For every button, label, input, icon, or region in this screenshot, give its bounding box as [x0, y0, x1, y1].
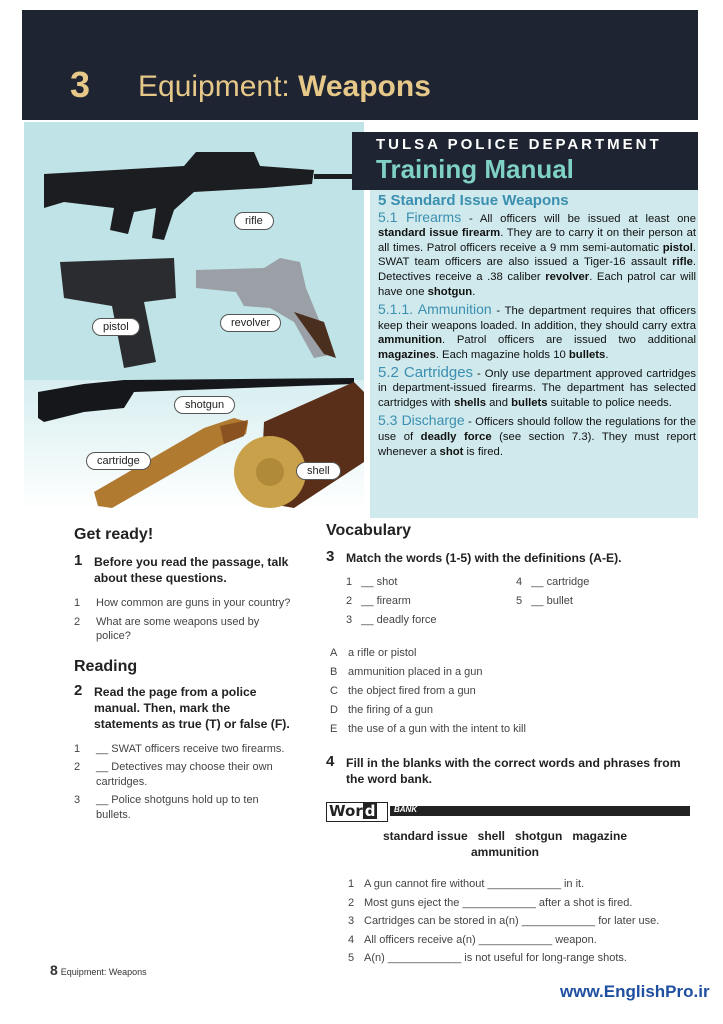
vocab-word: [346, 576, 397, 588]
fill-item: [344, 931, 694, 950]
item-number: 1: [74, 597, 81, 609]
weapons-photo-panel: [24, 122, 364, 510]
revolver-label: revolver: [220, 314, 281, 332]
footer-section: Equipment: Weapons: [60, 967, 147, 977]
manual-title: Training Manual: [376, 154, 574, 184]
term-shot: shot: [439, 445, 464, 458]
task-1-text: Before you read the passage, talk about these questions.: [94, 555, 289, 585]
rifle-label: rifle: [234, 212, 274, 230]
chapter-title: [138, 70, 431, 104]
chapter-title-bold: Weapons: [298, 70, 431, 103]
term-rifle: rifle: [672, 256, 693, 269]
vocab-word-list: [326, 576, 696, 636]
logo-text-inverted: d: [364, 802, 376, 820]
definition-item: [326, 682, 696, 701]
term-ammunition: ammunition: [378, 334, 443, 347]
item-number: 3: [74, 794, 81, 806]
word-bank-line: ammunition: [471, 845, 539, 859]
item-text: __ firearm: [361, 595, 411, 607]
item-number: 2: [348, 896, 355, 909]
text-run: (see section 7.3). They must report whenever a: [378, 430, 696, 458]
item-text: A(n) ____________ is not useful for long-range shots.: [364, 952, 627, 964]
manual-section-5-2: [378, 363, 697, 411]
text-run: - Officers should follow the regulations for the use of: [378, 416, 696, 443]
item-number: 5: [348, 952, 355, 964]
manual-department: TULSA POLICE DEPARTMENT: [376, 136, 662, 153]
item-number: 4: [348, 933, 355, 946]
logo-text: Wor: [329, 802, 363, 820]
text-run: - Only use department approved cartridges in department-issued firearms. The department has selected cartridges with: [378, 367, 697, 409]
item-text: __ Detectives may choose their own cartridges.: [96, 761, 273, 788]
text-run: suitable to police needs.: [547, 396, 672, 409]
chapter-number: 3: [70, 64, 91, 105]
item-text: __ SWAT officers receive two firearms.: [96, 742, 285, 755]
page-footer: [50, 962, 147, 978]
chapter-header: [22, 10, 698, 120]
item-number: 2: [346, 595, 353, 607]
item-text: What are some weapons used by police?: [96, 615, 260, 642]
item-text: All officers receive a(n) ____________ weapon.: [364, 933, 597, 946]
vocab-word: [516, 576, 589, 588]
list-item: [74, 793, 294, 822]
definition-item: [326, 720, 696, 739]
item-text: Most guns eject the ____________ after a shot is fired.: [364, 896, 633, 909]
definition-text: a rifle or pistol: [348, 647, 417, 659]
fill-item: [344, 894, 694, 913]
fill-in-list: [344, 875, 694, 968]
shell-label: shell: [296, 462, 341, 480]
manual-section-heading: 5 Standard Issue Weapons: [378, 192, 569, 209]
fill-item: [344, 875, 694, 894]
item-number: 4: [516, 576, 523, 588]
text-run: is fired.: [463, 445, 503, 458]
text-run: . Each magazine holds 10: [435, 348, 569, 361]
task-number: 3: [326, 548, 335, 565]
term-bullets: bullets: [511, 396, 548, 409]
pistol-label: pistol: [92, 318, 140, 336]
task-1: [74, 554, 294, 586]
definition-text: the object fired from a gun: [348, 685, 476, 697]
definition-letter: E: [330, 723, 338, 735]
text-run: . They are to carry it on their person at all times. Patrol officers receive a 9 mm semi-automatic: [378, 227, 696, 254]
item-number: 3: [348, 915, 355, 927]
text-run: . Each patrol car will have one: [378, 270, 696, 298]
task-3-text: Match the words (1-5) with the definitions (A-E).: [346, 551, 622, 565]
item-text: __ bullet: [531, 595, 573, 607]
left-column: [74, 526, 294, 822]
term-magazines: magazines: [378, 348, 436, 361]
text-run: .: [472, 285, 476, 298]
shell-image: [234, 382, 364, 508]
task-4: [326, 755, 696, 787]
item-number: 1: [74, 742, 81, 755]
weapons-illustration: [24, 122, 364, 510]
text-run: .: [605, 348, 609, 361]
definition-item: [326, 663, 696, 682]
term-shells: shells: [453, 396, 486, 409]
text-run: . SWAT team officers are also issued a Tiger-16 assault: [378, 241, 696, 269]
manual-section-5-3: [378, 413, 696, 459]
item-number: 2: [74, 615, 81, 628]
task-2: [74, 681, 294, 732]
vocab-word: [346, 595, 411, 607]
manual-text: [378, 194, 696, 462]
task-number: 1: [74, 552, 83, 569]
item-text: __ cartridge: [531, 576, 590, 588]
reading-heading: Reading: [74, 657, 138, 675]
term-revolver: revolver: [545, 270, 590, 283]
definition-list: [326, 644, 696, 739]
item-text: __ shot: [361, 576, 398, 588]
cartridge-label: cartridge: [86, 452, 151, 470]
vocab-word: [516, 595, 573, 607]
list-item: [74, 760, 294, 789]
task-2-text: Read the page from a police manual. Then, mark the statements as true (T) or false (F).: [94, 684, 290, 731]
text-run: . Detectives receive a .38 caliber: [378, 256, 696, 283]
word-bank-line: standard issue shell shotgun magazine: [382, 829, 628, 843]
section-5-1-1-heading: 5.1.1. Ammunition: [378, 301, 492, 318]
item-number: 5: [516, 595, 523, 607]
section-5-1-heading: 5.1 Firearms: [378, 208, 462, 225]
item-number: 2: [74, 761, 81, 773]
vocabulary-heading: Vocabulary: [326, 522, 412, 539]
text-run: - All officers will be issued at least one: [461, 212, 696, 225]
definition-letter: A: [330, 647, 338, 659]
definition-text: ammunition placed in a gun: [348, 666, 483, 678]
page-number: 8: [50, 962, 58, 978]
term-pistol: pistol: [662, 241, 693, 254]
item-text: A gun cannot fire without ____________ in it.: [364, 878, 585, 890]
definition-letter: C: [330, 685, 338, 697]
term-standard-issue-firearm: standard issue firearm: [378, 227, 501, 240]
manual-section-5-1-1: [378, 302, 696, 362]
definition-letter: B: [330, 666, 338, 678]
revolver-image: [196, 258, 336, 358]
item-text: __ deadly force: [361, 614, 437, 626]
task-number: 2: [74, 681, 83, 699]
term-shotgun: shotgun: [427, 285, 473, 298]
word-bank-logo: [326, 802, 388, 822]
word-bank-banner: [326, 800, 690, 822]
item-text: Cartridges can be stored in a(n) ____________ for later use.: [364, 915, 660, 927]
manual-header: [352, 132, 698, 190]
definition-text: the firing of a gun: [348, 704, 434, 716]
rifle-image: [44, 152, 354, 240]
right-column: [326, 522, 696, 787]
word-bank-bar: [390, 806, 690, 816]
definition-text: the use of a gun with the intent to kill: [348, 723, 526, 735]
website-watermark[interactable]: www.EnglishPro.ir: [560, 982, 710, 1001]
text-run: and: [486, 396, 512, 409]
shotgun-label: shotgun: [174, 396, 235, 414]
section-5-2-heading: 5.2 Cartridges: [378, 363, 474, 381]
chapter-title-plain: Equipment:: [138, 70, 299, 103]
task-4-text: Fill in the blanks with the correct words and phrases from the word bank.: [346, 756, 681, 786]
item-text: __ Police shotguns hold up to ten bullets.: [96, 794, 259, 821]
item-number: 3: [346, 614, 353, 626]
word-bank-label: BANK: [394, 805, 418, 814]
vocab-word: [346, 614, 437, 626]
text-run: - The department requires that officers keep their weapons loaded. In addition, they should carry extra: [378, 305, 697, 332]
definition-letter: D: [330, 704, 338, 716]
item-text: How common are guns in your country?: [96, 597, 291, 609]
item-number: 1: [348, 878, 355, 890]
definition-item: [326, 644, 696, 663]
get-ready-heading: Get ready!: [74, 526, 154, 543]
task-number: 4: [326, 753, 335, 770]
text-run: . Patrol officers are issued two additional: [442, 334, 696, 347]
section-5-3-heading: 5.3 Discharge: [378, 412, 465, 429]
term-bullets: bullets: [568, 348, 606, 361]
definition-item: [326, 701, 696, 720]
fill-item: [344, 912, 694, 931]
list-item: [74, 615, 294, 644]
word-bank-words: [340, 828, 670, 860]
task-3: [326, 550, 696, 566]
manual-section-5-1: [378, 210, 696, 300]
list-item: [74, 742, 294, 757]
item-number: 1: [346, 576, 353, 588]
list-item: [74, 596, 294, 611]
term-deadly-force: deadly force: [420, 430, 492, 443]
fill-item: [344, 949, 694, 968]
pistol-image: [60, 258, 176, 368]
